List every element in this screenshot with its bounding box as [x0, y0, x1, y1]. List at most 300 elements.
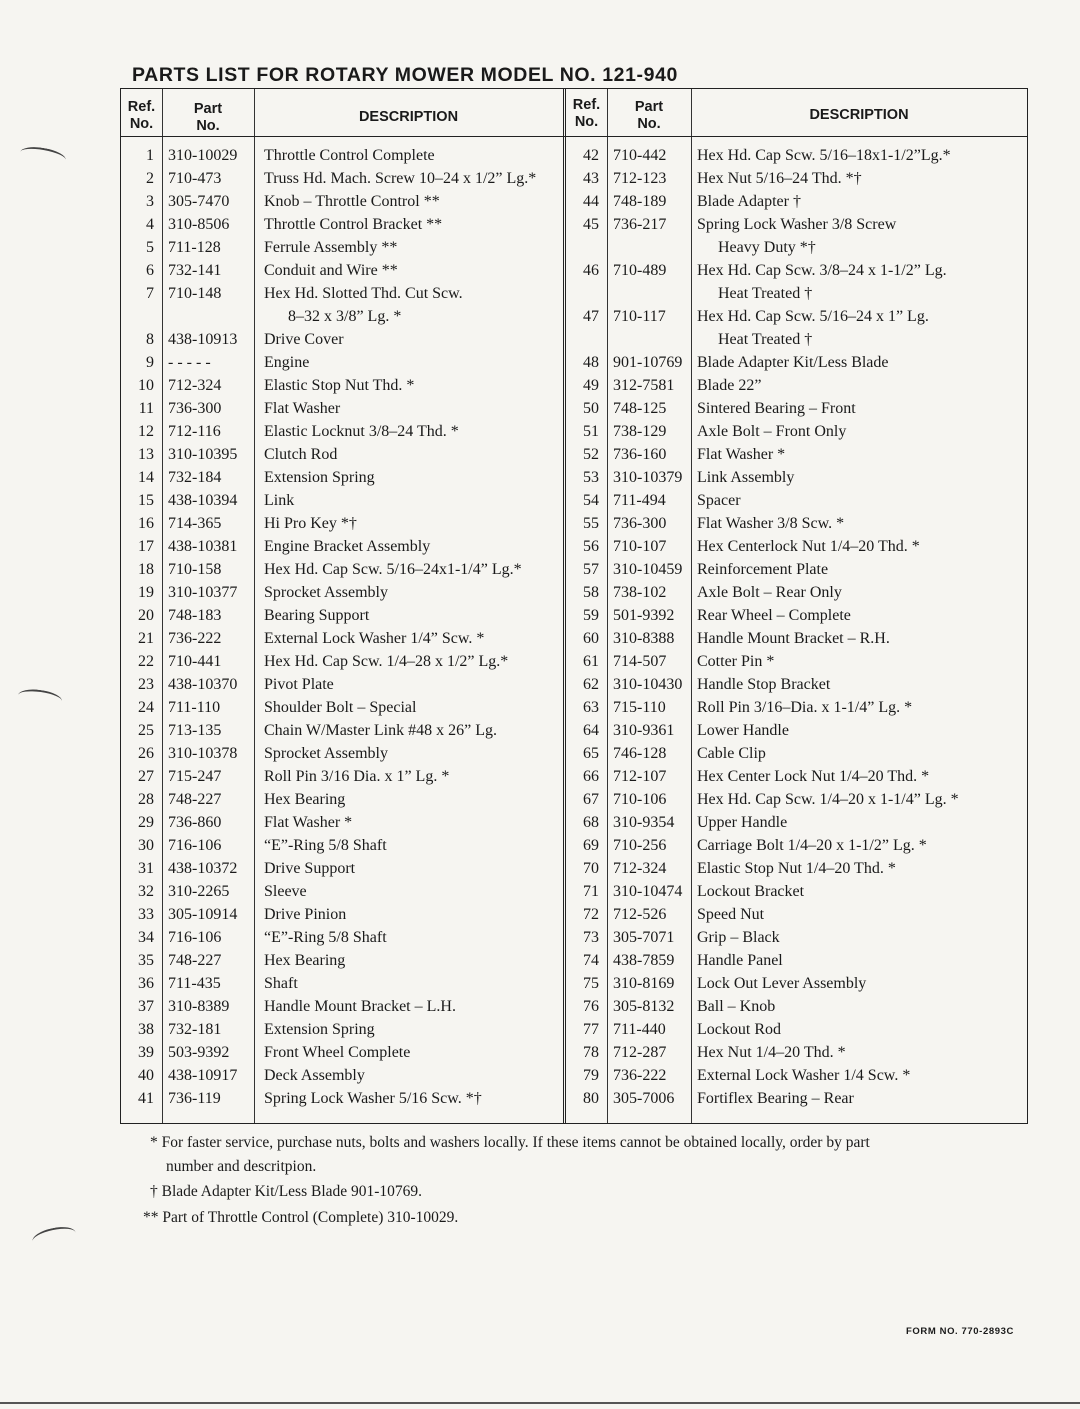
ref-number: 60	[583, 630, 599, 647]
punch-hole-mark	[19, 144, 67, 168]
ref-number: 70	[583, 860, 599, 877]
ref-number: 11	[138, 400, 154, 417]
ref-number: 31	[138, 860, 154, 877]
part-number: 736-222	[168, 630, 222, 647]
table-row	[121, 880, 563, 903]
description: Roll Pin 3/16–Dia. x 1-1/4” Lg. *	[697, 699, 913, 716]
table-row	[566, 466, 1027, 489]
ref-number: 33	[138, 906, 154, 923]
ref-number: 51	[583, 423, 599, 440]
description: Rear Wheel – Complete	[697, 607, 851, 624]
ref-number: 15	[138, 492, 154, 509]
table-row	[566, 512, 1027, 535]
part-number: 438-10370	[168, 676, 238, 693]
description: Fortiflex Bearing – Rear	[697, 1090, 854, 1107]
description: Hex Center Lock Nut 1/4–20 Thd. *	[697, 768, 930, 785]
description: Hex Nut 5/16–24 Thd. *†	[697, 170, 862, 187]
ref-number: 71	[583, 883, 599, 900]
description: Sintered Bearing – Front	[697, 400, 856, 417]
ref-number: 66	[583, 768, 599, 785]
form-number: FORM NO. 770-2893C	[906, 1326, 1014, 1337]
part-number: 710-442	[613, 147, 667, 164]
table-row	[121, 374, 563, 397]
part-number: 716-106	[168, 837, 222, 854]
table-row	[566, 236, 1027, 259]
table-row	[121, 742, 563, 765]
table-row	[121, 420, 563, 443]
description: Ball – Knob	[697, 998, 776, 1015]
ref-number: 38	[138, 1021, 154, 1038]
part-number: 901-10769	[613, 354, 683, 371]
table-row	[566, 144, 1027, 167]
part-number: 710-441	[168, 653, 222, 670]
part-number: 438-7859	[613, 952, 675, 969]
table-row	[566, 420, 1027, 443]
part-number: 732-181	[168, 1021, 222, 1038]
part-number: 503-9392	[168, 1044, 230, 1061]
part-number: 746-128	[613, 745, 667, 762]
table-row	[121, 236, 563, 259]
table-row	[566, 673, 1027, 696]
ref-number: 67	[583, 791, 599, 808]
description: Hex Hd. Cap Scw. 1/4–20 x 1-1/4” Lg. *	[697, 791, 959, 808]
ref-number: 41	[138, 1090, 154, 1107]
description: Flat Washer *	[697, 446, 786, 463]
part-number: 732-141	[168, 262, 222, 279]
description: Blade Adapter †	[697, 193, 801, 210]
part-number: 712-287	[613, 1044, 667, 1061]
part-number: 748-189	[613, 193, 667, 210]
table-row	[121, 1087, 563, 1110]
table-row	[121, 903, 563, 926]
ref-number: 46	[583, 262, 599, 279]
ref-number: 13	[138, 446, 154, 463]
part-number: 736-300	[613, 515, 667, 532]
description: Flat Washer 3/8 Scw. *	[697, 515, 845, 532]
header-rule	[121, 136, 1027, 137]
description: Deck Assembly	[264, 1067, 365, 1084]
ref-number: 35	[138, 952, 154, 969]
description: Axle Bolt – Rear Only	[697, 584, 842, 601]
description: Pivot Plate	[264, 676, 334, 693]
table-row	[121, 949, 563, 972]
ref-number: 55	[583, 515, 599, 532]
ref-number: 12	[138, 423, 154, 440]
table-row	[566, 328, 1027, 351]
part-number: 738-129	[613, 423, 667, 440]
description: Handle Stop Bracket	[697, 676, 831, 693]
table-row	[121, 972, 563, 995]
page-title: PARTS LIST FOR ROTARY MOWER MODEL NO. 121-940	[132, 64, 678, 86]
description: Engine Bracket Assembly	[264, 538, 431, 555]
ref-number: 47	[583, 308, 599, 325]
description: Link Assembly	[697, 469, 795, 486]
description: Throttle Control Bracket **	[264, 216, 443, 233]
description: Elastic Stop Nut Thd. *	[264, 377, 415, 394]
description: External Lock Washer 1/4” Scw. *	[264, 630, 485, 647]
table-row	[566, 1018, 1027, 1041]
part-number: 501-9392	[613, 607, 675, 624]
description: Shoulder Bolt – Special	[264, 699, 417, 716]
description-header: DESCRIPTION	[358, 109, 459, 125]
description: Ferrule Assembly **	[264, 239, 398, 256]
part-number: 711-440	[613, 1021, 666, 1038]
table-row	[566, 535, 1027, 558]
ref-number: 32	[138, 883, 154, 900]
description: Drive Support	[264, 860, 356, 877]
ref-number: 45	[583, 216, 599, 233]
description: Axle Bolt – Front Only	[697, 423, 847, 440]
left-column	[121, 144, 563, 1110]
description: Lower Handle	[697, 722, 789, 739]
part-number: 736-222	[613, 1067, 667, 1084]
description: Handle Mount Bracket – R.H.	[697, 630, 890, 647]
ref-number: 68	[583, 814, 599, 831]
part-number: - - - - -	[168, 354, 211, 371]
table-row	[566, 351, 1027, 374]
part-number: 714-365	[168, 515, 222, 532]
description: Hex Hd. Cap Scw. 5/16–18x1-1/2”Lg.*	[697, 147, 951, 164]
ref-number: 58	[583, 584, 599, 601]
table-row	[121, 558, 563, 581]
parts-table	[120, 88, 1028, 1124]
description: Hi Pro Key *†	[264, 515, 357, 532]
ref-number: 17	[138, 538, 154, 555]
description: Carriage Bolt 1/4–20 x 1-1/2” Lg. *	[697, 837, 927, 854]
table-row	[121, 167, 563, 190]
part-number: 310-8506	[168, 216, 230, 233]
description: Hex Bearing	[264, 791, 346, 808]
table-row	[121, 696, 563, 719]
table-row	[566, 282, 1027, 305]
table-row	[121, 305, 563, 328]
ref-number: 52	[583, 446, 599, 463]
footnote-star: * For faster service, purchase nuts, bolts and washers locally. If these items cannot be obtained locally, order by part	[150, 1134, 870, 1151]
table-row	[566, 305, 1027, 328]
description: Drive Pinion	[264, 906, 347, 923]
ref-number: 77	[583, 1021, 599, 1038]
part-number: 732-184	[168, 469, 222, 486]
ref-number: 43	[583, 170, 599, 187]
ref-number: 50	[583, 400, 599, 417]
part-number: 310-10474	[613, 883, 683, 900]
ref-number: 72	[583, 906, 599, 923]
description: Truss Hd. Mach. Screw 10–24 x 1/2” Lg.*	[264, 170, 537, 187]
ref-number: 75	[583, 975, 599, 992]
part-number: 736-160	[613, 446, 667, 463]
part-number: 736-217	[613, 216, 667, 233]
part-number: 736-119	[168, 1090, 221, 1107]
part-number: 736-300	[168, 400, 222, 417]
table-row	[566, 788, 1027, 811]
table-row	[566, 604, 1027, 627]
table-row	[121, 650, 563, 673]
part-number: 748-125	[613, 400, 667, 417]
part-number: 310-9354	[613, 814, 675, 831]
table-row	[566, 926, 1027, 949]
ref-number: 28	[138, 791, 154, 808]
ref-number: 42	[583, 147, 599, 164]
part-number: 305-10914	[168, 906, 238, 923]
part-number: 714-507	[613, 653, 667, 670]
table-row	[121, 443, 563, 466]
part-number: 711-494	[613, 492, 666, 509]
ref-number: 25	[138, 722, 154, 739]
description: Flat Washer *	[264, 814, 353, 831]
ref-number: 65	[583, 745, 599, 762]
ref-number: 64	[583, 722, 599, 739]
part-number: 438-10917	[168, 1067, 238, 1084]
ref-number: 19	[138, 584, 154, 601]
ref-header: Ref. No.	[572, 97, 601, 130]
ref-number: 23	[138, 676, 154, 693]
description: Lockout Bracket	[697, 883, 805, 900]
description: Upper Handle	[697, 814, 788, 831]
description-header: DESCRIPTION	[809, 107, 909, 123]
ref-number: 2	[146, 170, 154, 187]
table-row	[121, 259, 563, 282]
ref-number: 22	[138, 653, 154, 670]
ref-number: 73	[583, 929, 599, 946]
part-number: 310-2265	[168, 883, 230, 900]
table-row	[121, 1064, 563, 1087]
ref-number: 18	[138, 561, 154, 578]
table-row	[566, 213, 1027, 236]
table-row	[566, 903, 1027, 926]
description: Blade Adapter Kit/Less Blade	[697, 354, 889, 371]
ref-number: 5	[146, 239, 154, 256]
ref-number: 54	[583, 492, 599, 509]
description: Lock Out Lever Assembly	[697, 975, 867, 992]
table-row	[121, 581, 563, 604]
right-column	[566, 144, 1027, 1110]
description: Speed Nut	[697, 906, 765, 923]
description: Elastic Locknut 3/8–24 Thd. *	[264, 423, 459, 440]
part-number: 748-227	[168, 952, 222, 969]
table-row	[566, 581, 1027, 604]
part-number: 716-106	[168, 929, 222, 946]
table-row	[121, 489, 563, 512]
ref-number: 39	[138, 1044, 154, 1061]
ref-number: 80	[583, 1090, 599, 1107]
table-row	[121, 995, 563, 1018]
description: Sleeve	[264, 883, 307, 900]
description: Spring Lock Washer 3/8 Screw	[697, 216, 897, 233]
part-number: 712-123	[613, 170, 667, 187]
part-number: 710-117	[613, 308, 666, 325]
table-row	[566, 696, 1027, 719]
ref-number: 62	[583, 676, 599, 693]
table-row	[566, 627, 1027, 650]
ref-header: Ref. No.	[127, 99, 156, 132]
part-number: 310-10378	[168, 745, 238, 762]
part-number: 712-526	[613, 906, 667, 923]
description: Heat Treated †	[718, 285, 813, 302]
ref-number: 34	[138, 929, 154, 946]
description: Hex Hd. Cap Scw. 1/4–28 x 1/2” Lg.*	[264, 653, 509, 670]
part-number: 710-107	[613, 538, 667, 555]
ref-number: 44	[583, 193, 599, 210]
table-row	[566, 489, 1027, 512]
ref-number: 36	[138, 975, 154, 992]
part-number: 711-435	[168, 975, 221, 992]
part-number: 310-10395	[168, 446, 238, 463]
part-number: 305-7006	[613, 1090, 675, 1107]
ref-number: 3	[146, 193, 154, 210]
table-row	[121, 719, 563, 742]
table-row	[121, 512, 563, 535]
table-row	[121, 926, 563, 949]
table-row	[121, 788, 563, 811]
description: Hex Hd. Cap Scw. 5/16–24x1-1/4” Lg.*	[264, 561, 522, 578]
description: Extension Spring	[264, 1021, 375, 1038]
ref-number: 79	[583, 1067, 599, 1084]
part-number: 715-110	[613, 699, 666, 716]
description: Front Wheel Complete	[264, 1044, 411, 1061]
part-number: 748-227	[168, 791, 222, 808]
table-row	[121, 1041, 563, 1064]
part-number: 738-102	[613, 584, 667, 601]
ref-number: 4	[146, 216, 154, 233]
part-header: Part No.	[634, 99, 664, 132]
ref-number: 6	[146, 262, 154, 279]
part-number: 310-10459	[613, 561, 683, 578]
ref-number: 10	[138, 377, 154, 394]
ref-number: 53	[583, 469, 599, 486]
description: “E”-Ring 5/8 Shaft	[264, 929, 387, 946]
table-row	[566, 558, 1027, 581]
description: Grip – Black	[697, 929, 780, 946]
part-number: 736-860	[168, 814, 222, 831]
description: “E”-Ring 5/8 Shaft	[264, 837, 387, 854]
part-number: 305-8132	[613, 998, 675, 1015]
table-row	[566, 1041, 1027, 1064]
ref-number: 24	[138, 699, 154, 716]
ref-number: 48	[583, 354, 599, 371]
part-header: Part No.	[193, 101, 223, 134]
part-number: 712-116	[168, 423, 221, 440]
part-number: 310-8388	[613, 630, 675, 647]
table-row	[566, 259, 1027, 282]
ref-number: 21	[138, 630, 154, 647]
part-number: 310-10029	[168, 147, 238, 164]
ref-number: 61	[583, 653, 599, 670]
ref-number: 78	[583, 1044, 599, 1061]
table-row	[121, 466, 563, 489]
part-number: 712-324	[613, 860, 667, 877]
footnote-dagger: † Blade Adapter Kit/Less Blade 901-10769.	[150, 1183, 423, 1200]
part-number: 710-489	[613, 262, 667, 279]
table-row	[566, 167, 1027, 190]
description: Spacer	[697, 492, 741, 509]
table-row	[566, 765, 1027, 788]
description: Heat Treated †	[718, 331, 813, 348]
description: Heavy Duty *†	[718, 239, 816, 256]
table-row	[566, 880, 1027, 903]
table-row	[566, 1064, 1027, 1087]
part-number: 310-8169	[613, 975, 675, 992]
ref-number: 20	[138, 607, 154, 624]
table-row	[121, 190, 563, 213]
ref-number: 1	[146, 147, 154, 164]
description: Sprocket Assembly	[264, 745, 388, 762]
part-number: 305-7071	[613, 929, 675, 946]
part-number: 310-10377	[168, 584, 238, 601]
description: Chain W/Master Link #48 x 26” Lg.	[264, 722, 497, 739]
ref-number: 40	[138, 1067, 154, 1084]
ref-number: 30	[138, 837, 154, 854]
table-row	[121, 673, 563, 696]
table-row	[566, 397, 1027, 420]
part-number: 312-7581	[613, 377, 675, 394]
part-number: 710-256	[613, 837, 667, 854]
table-row	[566, 742, 1027, 765]
description: Hex Hd. Slotted Thd. Cut Scw.	[264, 285, 463, 302]
table-row	[566, 972, 1027, 995]
punch-hole-mark	[17, 687, 63, 709]
part-number: 711-128	[168, 239, 221, 256]
part-number: 748-183	[168, 607, 222, 624]
table-row	[566, 949, 1027, 972]
footnote-double-star: ** Part of Throttle Control (Complete) 310-10029.	[143, 1209, 459, 1226]
part-number: 310-8389	[168, 998, 230, 1015]
description: Drive Cover	[264, 331, 344, 348]
table-row	[121, 811, 563, 834]
ref-number: 74	[583, 952, 599, 969]
description: Roll Pin 3/16 Dia. x 1” Lg. *	[264, 768, 450, 785]
description: Hex Bearing	[264, 952, 346, 969]
table-row	[121, 834, 563, 857]
part-number: 710-148	[168, 285, 222, 302]
ref-number: 27	[138, 768, 154, 785]
part-number: 710-106	[613, 791, 667, 808]
description: Hex Hd. Cap Scw. 5/16–24 x 1” Lg.	[697, 308, 929, 325]
description: Knob – Throttle Control **	[264, 193, 440, 210]
description: Handle Panel	[697, 952, 783, 969]
ref-number: 76	[583, 998, 599, 1015]
table-row	[566, 719, 1027, 742]
table-row	[121, 627, 563, 650]
description: Flat Washer	[264, 400, 341, 417]
table-row	[566, 1087, 1027, 1110]
table-row	[121, 397, 563, 420]
description: Bearing Support	[264, 607, 370, 624]
description: Reinforcement Plate	[697, 561, 829, 578]
table-row	[121, 857, 563, 880]
description: Cotter Pin *	[697, 653, 775, 670]
description: Sprocket Assembly	[264, 584, 388, 601]
page-edge	[0, 1402, 1080, 1404]
table-row	[566, 995, 1027, 1018]
ref-number: 57	[583, 561, 599, 578]
description: Hex Nut 1/4–20 Thd. *	[697, 1044, 846, 1061]
description: Spring Lock Washer 5/16 Scw. *†	[264, 1090, 482, 1107]
part-number: 715-247	[168, 768, 222, 785]
table-row	[566, 374, 1027, 397]
description: Throttle Control Complete	[264, 147, 435, 164]
table-row	[566, 650, 1027, 673]
description: Elastic Stop Nut 1/4–20 Thd. *	[697, 860, 896, 877]
ref-number: 9	[146, 354, 154, 371]
ref-number: 59	[583, 607, 599, 624]
table-row	[121, 604, 563, 627]
ref-number: 37	[138, 998, 154, 1015]
description: Extension Spring	[264, 469, 375, 486]
ref-number: 69	[583, 837, 599, 854]
ref-number: 56	[583, 538, 599, 555]
part-number: 710-158	[168, 561, 222, 578]
description: Clutch Rod	[264, 446, 338, 463]
